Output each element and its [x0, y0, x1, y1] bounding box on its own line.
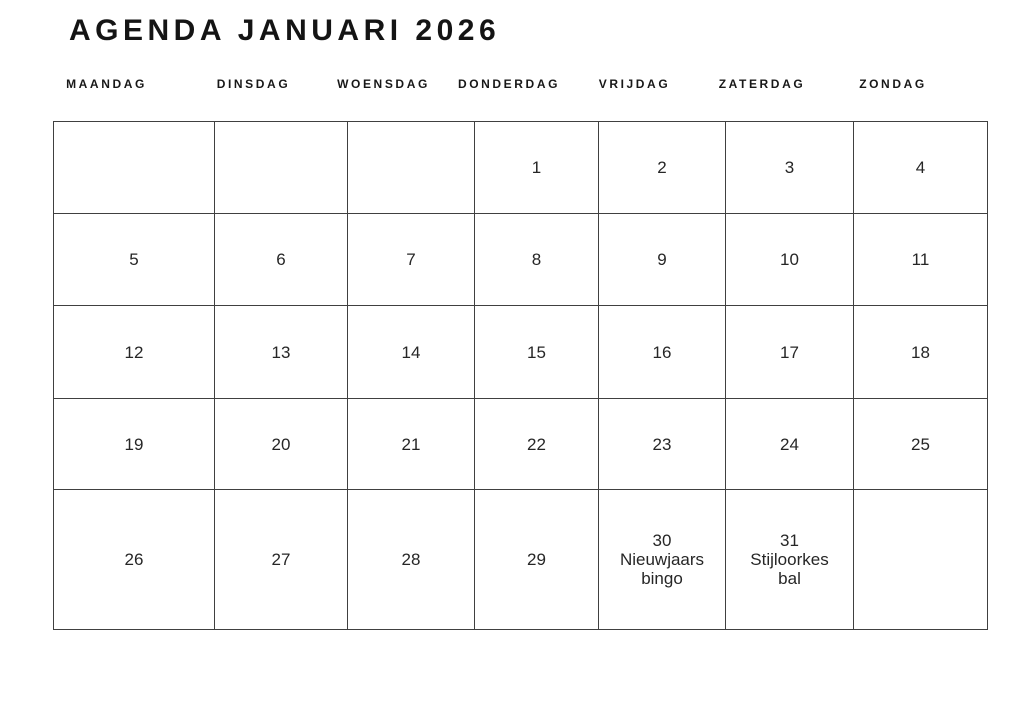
day-cell-31	[726, 490, 854, 630]
day-number: 3	[784, 158, 795, 177]
day-number: 22	[527, 434, 546, 454]
day-number: 19	[124, 434, 144, 454]
day-cell-2	[599, 122, 726, 214]
day-number: 27	[271, 550, 291, 569]
day-cell-30	[599, 490, 726, 630]
weekday-label-dinsdag: DINSDAG	[216, 77, 291, 91]
day-cell-empty	[215, 122, 348, 214]
day-cell-8	[475, 214, 599, 306]
day-number: 16	[652, 342, 672, 362]
day-cell-empty	[54, 122, 215, 214]
day-number: 9	[657, 250, 667, 269]
day-cell-19	[54, 399, 215, 490]
day-number: 5	[129, 250, 139, 269]
day-number: 30	[652, 531, 672, 550]
day-cell-17	[726, 306, 854, 399]
day-cell-20	[215, 399, 348, 490]
day-number: 26	[124, 550, 144, 569]
day-cell-26	[54, 490, 215, 630]
day-number: 21	[401, 434, 421, 454]
event-text: Stijloorkes	[750, 550, 829, 569]
day-number: 14	[401, 342, 421, 362]
day-cell-1	[475, 122, 599, 214]
weekday-label-donderdag: DONDERDAG	[457, 77, 561, 91]
day-number: 28	[401, 550, 421, 569]
day-cell-13	[215, 306, 348, 399]
day-cell-18	[854, 306, 988, 399]
day-number: 29	[527, 550, 546, 569]
day-cell-24	[726, 399, 854, 490]
day-number: 24	[780, 434, 799, 454]
day-cell-3	[726, 122, 854, 214]
day-cell-4	[854, 122, 988, 214]
day-cell-6	[215, 214, 348, 306]
page-title: AGENDA JANUARI 2026	[69, 14, 501, 47]
day-number: 4	[915, 158, 926, 177]
day-number: 7	[406, 250, 416, 269]
weekday-label-vrijdag: VRIJDAG	[598, 77, 671, 91]
day-number: 17	[780, 342, 799, 362]
day-number: 1	[531, 158, 542, 177]
day-cell-5	[54, 214, 215, 306]
weekday-label-woensdag: WOENSDAG	[337, 77, 430, 91]
day-number: 12	[124, 342, 144, 362]
day-cell-21	[348, 399, 475, 490]
day-cell-7	[348, 214, 475, 306]
day-cell-16	[599, 306, 726, 399]
event-text: bingo	[641, 569, 683, 588]
day-number: 20	[271, 434, 291, 454]
day-cell-14	[348, 306, 475, 399]
calendar-grid	[53, 121, 988, 630]
day-number: 23	[652, 434, 672, 454]
day-number: 2	[657, 158, 667, 177]
day-cell-9	[599, 214, 726, 306]
day-cell-empty	[348, 122, 475, 214]
weekday-label-maandag: MAANDAG	[66, 77, 147, 91]
day-cell-10	[726, 214, 854, 306]
day-number: 18	[911, 342, 930, 362]
day-cell-empty	[854, 490, 988, 630]
day-cell-22	[475, 399, 599, 490]
weekday-label-zaterdag: ZATERDAG	[718, 77, 806, 91]
day-cell-15	[475, 306, 599, 399]
day-number: 10	[780, 250, 799, 269]
event-text: bal	[778, 569, 801, 588]
day-number: 11	[911, 250, 930, 269]
weekday-label-zondag: ZONDAG	[859, 77, 927, 91]
day-number: 25	[911, 434, 930, 454]
event-text: Nieuwjaars	[619, 550, 705, 569]
day-cell-27	[215, 490, 348, 630]
day-cell-28	[348, 490, 475, 630]
day-number: 15	[527, 342, 546, 362]
day-cell-25	[854, 399, 988, 490]
day-number: 8	[531, 250, 542, 269]
day-cell-23	[599, 399, 726, 490]
day-cell-12	[54, 306, 215, 399]
day-number: 6	[276, 250, 286, 269]
weekday-header-row	[26, 78, 960, 90]
day-cell-29	[475, 490, 599, 630]
day-cell-11	[854, 214, 988, 306]
day-number: 13	[271, 342, 291, 362]
day-number: 31	[780, 531, 799, 550]
